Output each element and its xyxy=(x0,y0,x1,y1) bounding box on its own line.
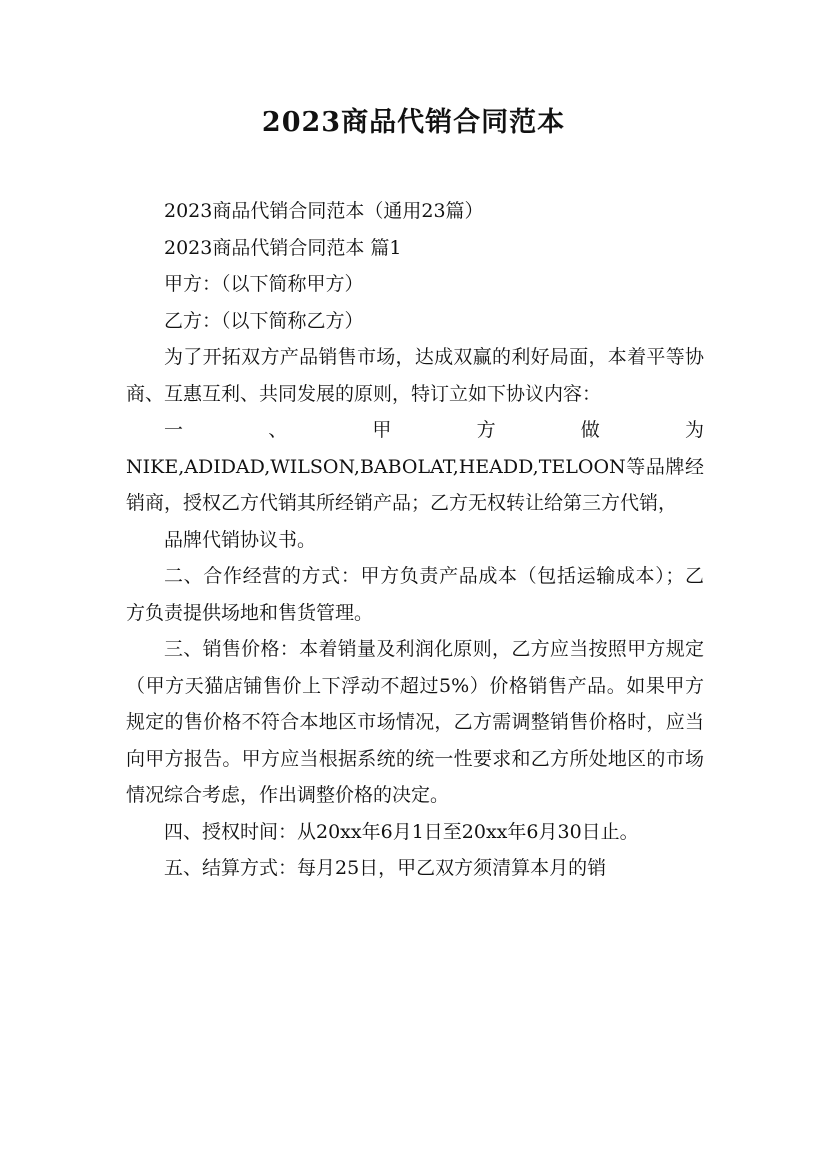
paragraph-clause-5: 五、结算方式：每月25日，甲乙双方须清算本月的销 xyxy=(164,857,607,879)
paragraph-clause-2: 二、合作经营的方式：甲方负责产品成本（包括运输成本）；乙方负责提供场地和售货管理。 xyxy=(126,565,704,624)
paragraph-clause-1-body: NIKE,ADIDAD,WILSON,BABOLAT,HEADD,TELOON等品牌经销商，授权乙方代销其所经销产品；乙方无权转让给第三方代销， xyxy=(126,455,704,514)
paragraph-clause-4: 四、授权时间：从20xx年6月1日至20xx年6月30日止。 xyxy=(164,820,639,843)
paragraph-party-a: 甲方：（以下简称甲方） xyxy=(164,273,364,295)
paragraph-subtitle: 2023商品代销合同范本（通用23篇） xyxy=(164,200,484,222)
document-body xyxy=(126,193,704,887)
paragraph-clause-1-tail: 品牌代销协议书。 xyxy=(164,528,317,551)
document-title: 2023商品代销合同范本 xyxy=(261,107,566,138)
paragraph-section-heading: 2023商品代销合同范本 篇1 xyxy=(164,236,402,259)
paragraph-clause-1-head: 一、甲方做为 xyxy=(164,419,704,441)
paragraph-preamble: 为了开拓双方产品销售市场，达成双赢的利好局面，本着平等协商、互惠互利、共同发展的原则，特订立如下协议内容： xyxy=(126,346,704,405)
paragraph-clause-3: 三、销售价格：本着销量及利润化原则，乙方应当按照甲方规定（甲方天猫店铺售价上下浮动不超过5%）价格销售产品。如果甲方规定的售价格不符合本地区市场情况，乙方需调整销售价格时，应当向甲方报告。甲方应当根据系统的统一性要求和乙方所处地区的市场情况综合考虑，作出调整价格的决定。 xyxy=(126,638,704,806)
paragraph-party-b: 乙方：（以下简称乙方） xyxy=(164,309,364,332)
